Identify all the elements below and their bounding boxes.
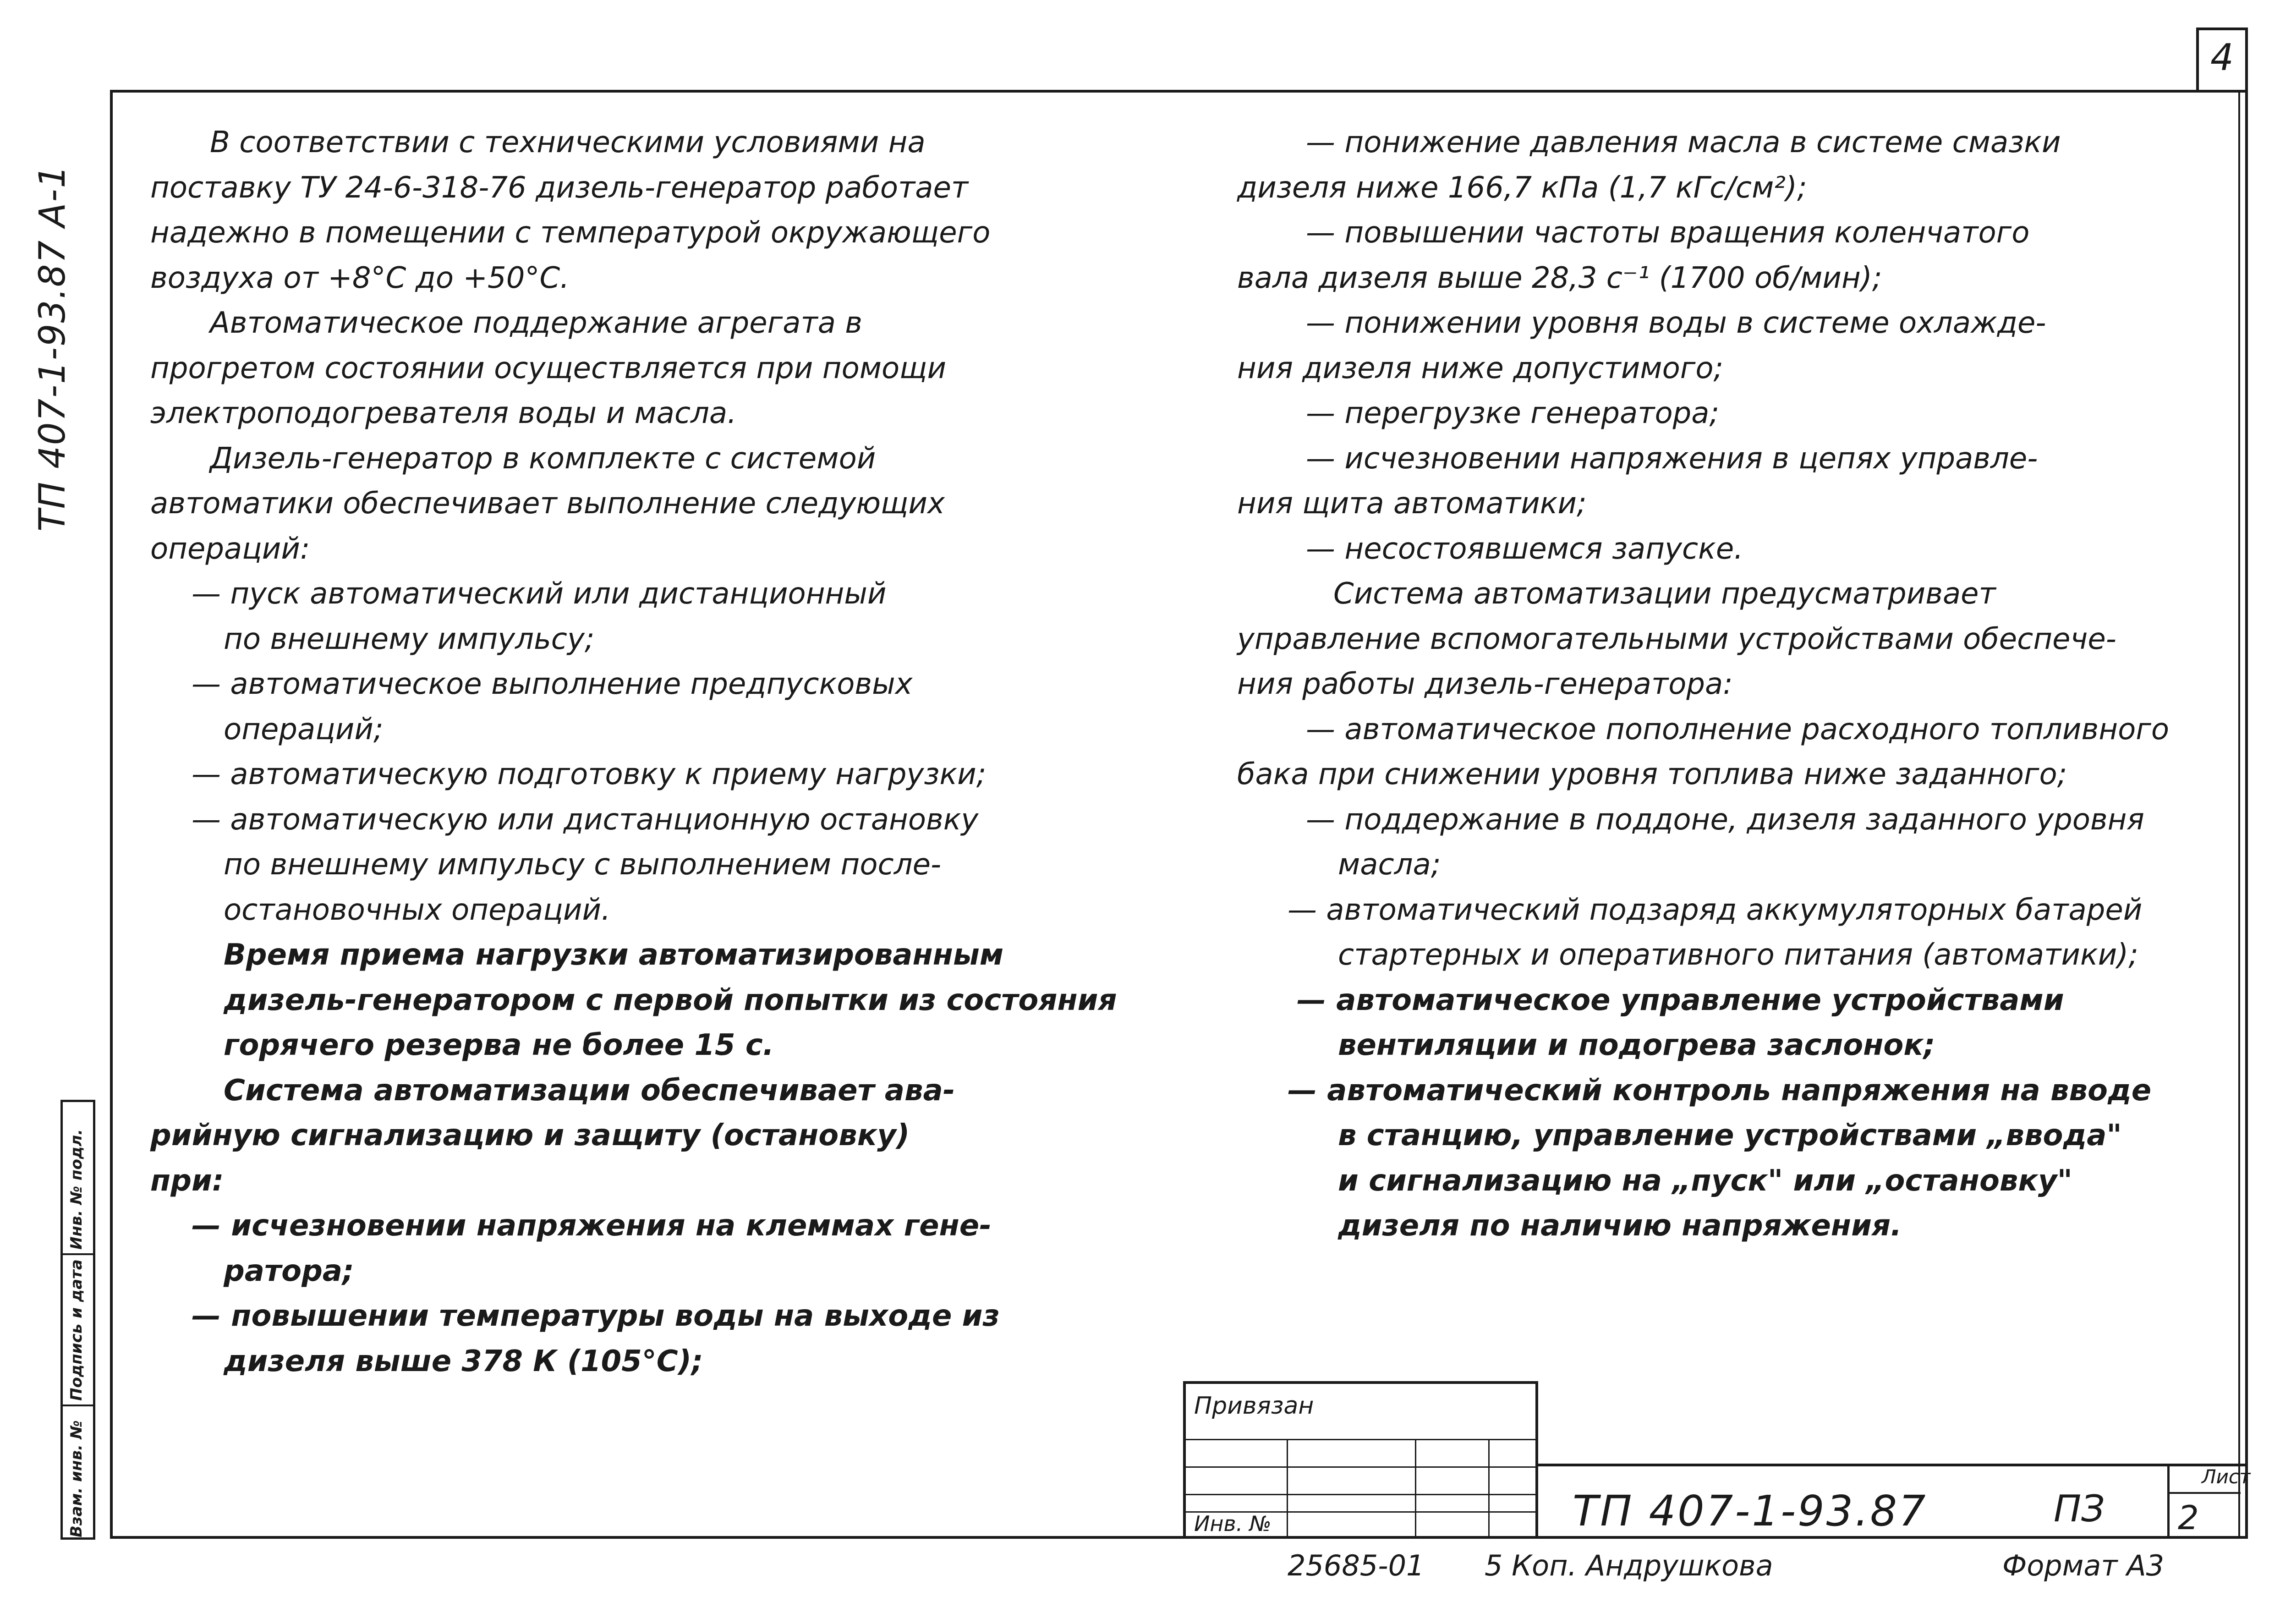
text-line: остановочных операций. (224, 893, 611, 927)
sheet-box (2167, 1464, 2251, 1538)
frame-right-margin-line (2238, 90, 2245, 1539)
list-item: — понижение давления масла в системе смазки (1306, 126, 2061, 159)
text-line: дизеля по наличию напряжения. (1338, 1209, 1902, 1243)
footer-copy-info: 5 Коп. Андрушкова (1485, 1549, 1773, 1582)
side-document-code: ТП 407-1-93.87 А-1 (32, 164, 73, 532)
page-number: 4 (2196, 27, 2248, 90)
text-line: надежно в помещении с температурой окружающего (150, 216, 991, 250)
text-line: прогретом состоянии осуществляется при помощи (150, 351, 947, 385)
text-line: вентиляции и подогрева заслонок; (1338, 1028, 1935, 1062)
list-item: — несостоявшемся запуске. (1306, 532, 1743, 566)
list-item: — понижении уровня воды в системе охлажде- (1306, 306, 2046, 340)
text-line: поставку ТУ 24-6-318-76 дизель-генератор работает (150, 170, 969, 205)
text-line: Время приема нагрузки автоматизированным (224, 938, 1004, 972)
text-line: масла; (1338, 848, 1441, 882)
grid-line (1488, 1439, 1490, 1538)
title-block (1183, 1381, 2251, 1538)
text-line: по внешнему импульсу с выполнением после- (224, 848, 942, 882)
side-stamp-divider (63, 1253, 93, 1255)
sheet-number: 2 (2178, 1498, 2199, 1537)
section-code: ПЗ (2054, 1487, 2105, 1530)
list-item: — автоматическое пополнение расходного топливного (1306, 712, 2169, 746)
list-item: — поддержание в поддоне, дизеля заданного уровня (1306, 802, 2144, 837)
grid-line (1287, 1439, 1288, 1538)
list-item: — автоматическое управление устройствами (1297, 983, 2064, 1017)
text-line: по внешнему импульсу; (224, 622, 595, 656)
text-line: при: (150, 1163, 224, 1198)
list-item: — повышении температуры воды на выходе из (192, 1299, 1000, 1333)
left-text-column (150, 120, 1117, 1384)
text-line: Система автоматизации предусматривает (1333, 577, 1996, 611)
right-text-column (1237, 120, 2199, 1249)
grid-line (1415, 1439, 1416, 1538)
text-line: в станцию, управление устройствами „ввода" (1338, 1119, 2122, 1152)
text-line: и сигнализацию на „пуск" или „остановку" (1338, 1163, 2072, 1198)
text-line: Система автоматизации обеспечивает ава- (224, 1073, 955, 1108)
text-line: Дизель-генератор в комплекте с системой (210, 441, 876, 476)
text-line: дизеля выше 378 К (105°С); (224, 1344, 703, 1378)
footer-format: Формат А3 (2002, 1549, 2165, 1582)
linked-label: Привязан (1194, 1392, 1314, 1420)
text-line: электроподогревателя воды и масла. (150, 396, 737, 430)
title-block-divider (1538, 1464, 2248, 1466)
text-line: операций; (224, 712, 384, 746)
list-item: — исчезновении напряжения на клеммах гене- (192, 1209, 992, 1243)
text-line: горячего резерва не более 15 с. (224, 1028, 774, 1062)
list-item: — перегрузке генератора; (1306, 396, 1719, 430)
text-line: рийную сигнализацию и защиту (остановку) (150, 1119, 910, 1152)
side-stamp-divider (63, 1405, 93, 1406)
text-line: операций: (150, 532, 310, 566)
list-item: — исчезновении напряжения в цепях управле- (1306, 441, 2038, 476)
list-item: — автоматическое выполнение предпусковых (192, 667, 913, 701)
side-stamp (60, 1100, 95, 1540)
grid-line (1186, 1439, 1535, 1440)
side-stamp-label-sign: Подпись и дата (67, 1259, 86, 1401)
text-line: ния дизеля ниже допустимого; (1237, 351, 1724, 385)
text-line: ния работы дизель-генератора: (1237, 667, 1733, 701)
side-stamp-label-inv: Инв. № подл. (67, 1129, 86, 1250)
sheet-label: Лист (2202, 1465, 2251, 1488)
sheet-box-divider (2170, 1492, 2241, 1494)
list-item: — автоматическую подготовку к приему нагрузки; (192, 757, 987, 791)
text-line: стартерных и оперативного питания (автоматики); (1338, 938, 2138, 972)
text-line: вала дизеля выше 28,3 с⁻¹ (1700 об/мин); (1237, 261, 1882, 295)
text-line: управление вспомогательными устройствами обеспече- (1237, 622, 2116, 656)
list-item: — повышении частоты вращения коленчатого (1306, 216, 2030, 250)
text-line: Автоматическое поддержание агрегата в (210, 306, 862, 340)
document-code: ТП 407-1-93.87 (1573, 1487, 1928, 1536)
side-stamp-label-replace: Взам. инв. № (67, 1420, 86, 1537)
text-line: ратора; (224, 1254, 354, 1288)
text-line: автоматики обеспечивает выполнение следующих (150, 487, 945, 521)
list-item: — пуск автоматический или дистанционный (192, 577, 887, 611)
text-line: воздуха от +8°С до +50°С. (150, 261, 570, 295)
text-line: В соответствии с техническими условиями на (210, 126, 926, 159)
text-line: ния щита автоматики; (1237, 487, 1587, 521)
title-block-grid (1183, 1381, 1538, 1538)
text-line: бака при снижении уровня топлива ниже заданного; (1237, 757, 2067, 791)
list-item: — автоматический контроль напряжения на вводе (1288, 1073, 2152, 1108)
footer-doc-number: 25685-01 (1288, 1549, 1425, 1582)
list-item: — автоматический подзаряд аккумуляторных батарей (1288, 893, 2143, 927)
text-line: дизель-генератором с первой попытки из состояния (224, 983, 1117, 1017)
inv-label: Инв. № (1194, 1511, 1272, 1536)
grid-line (1186, 1466, 1535, 1468)
text-line: дизеля ниже 166,7 кПа (1,7 кГс/см²); (1237, 170, 1807, 205)
grid-line (1186, 1494, 1535, 1495)
list-item: — автоматическую или дистанционную остановку (192, 802, 979, 837)
